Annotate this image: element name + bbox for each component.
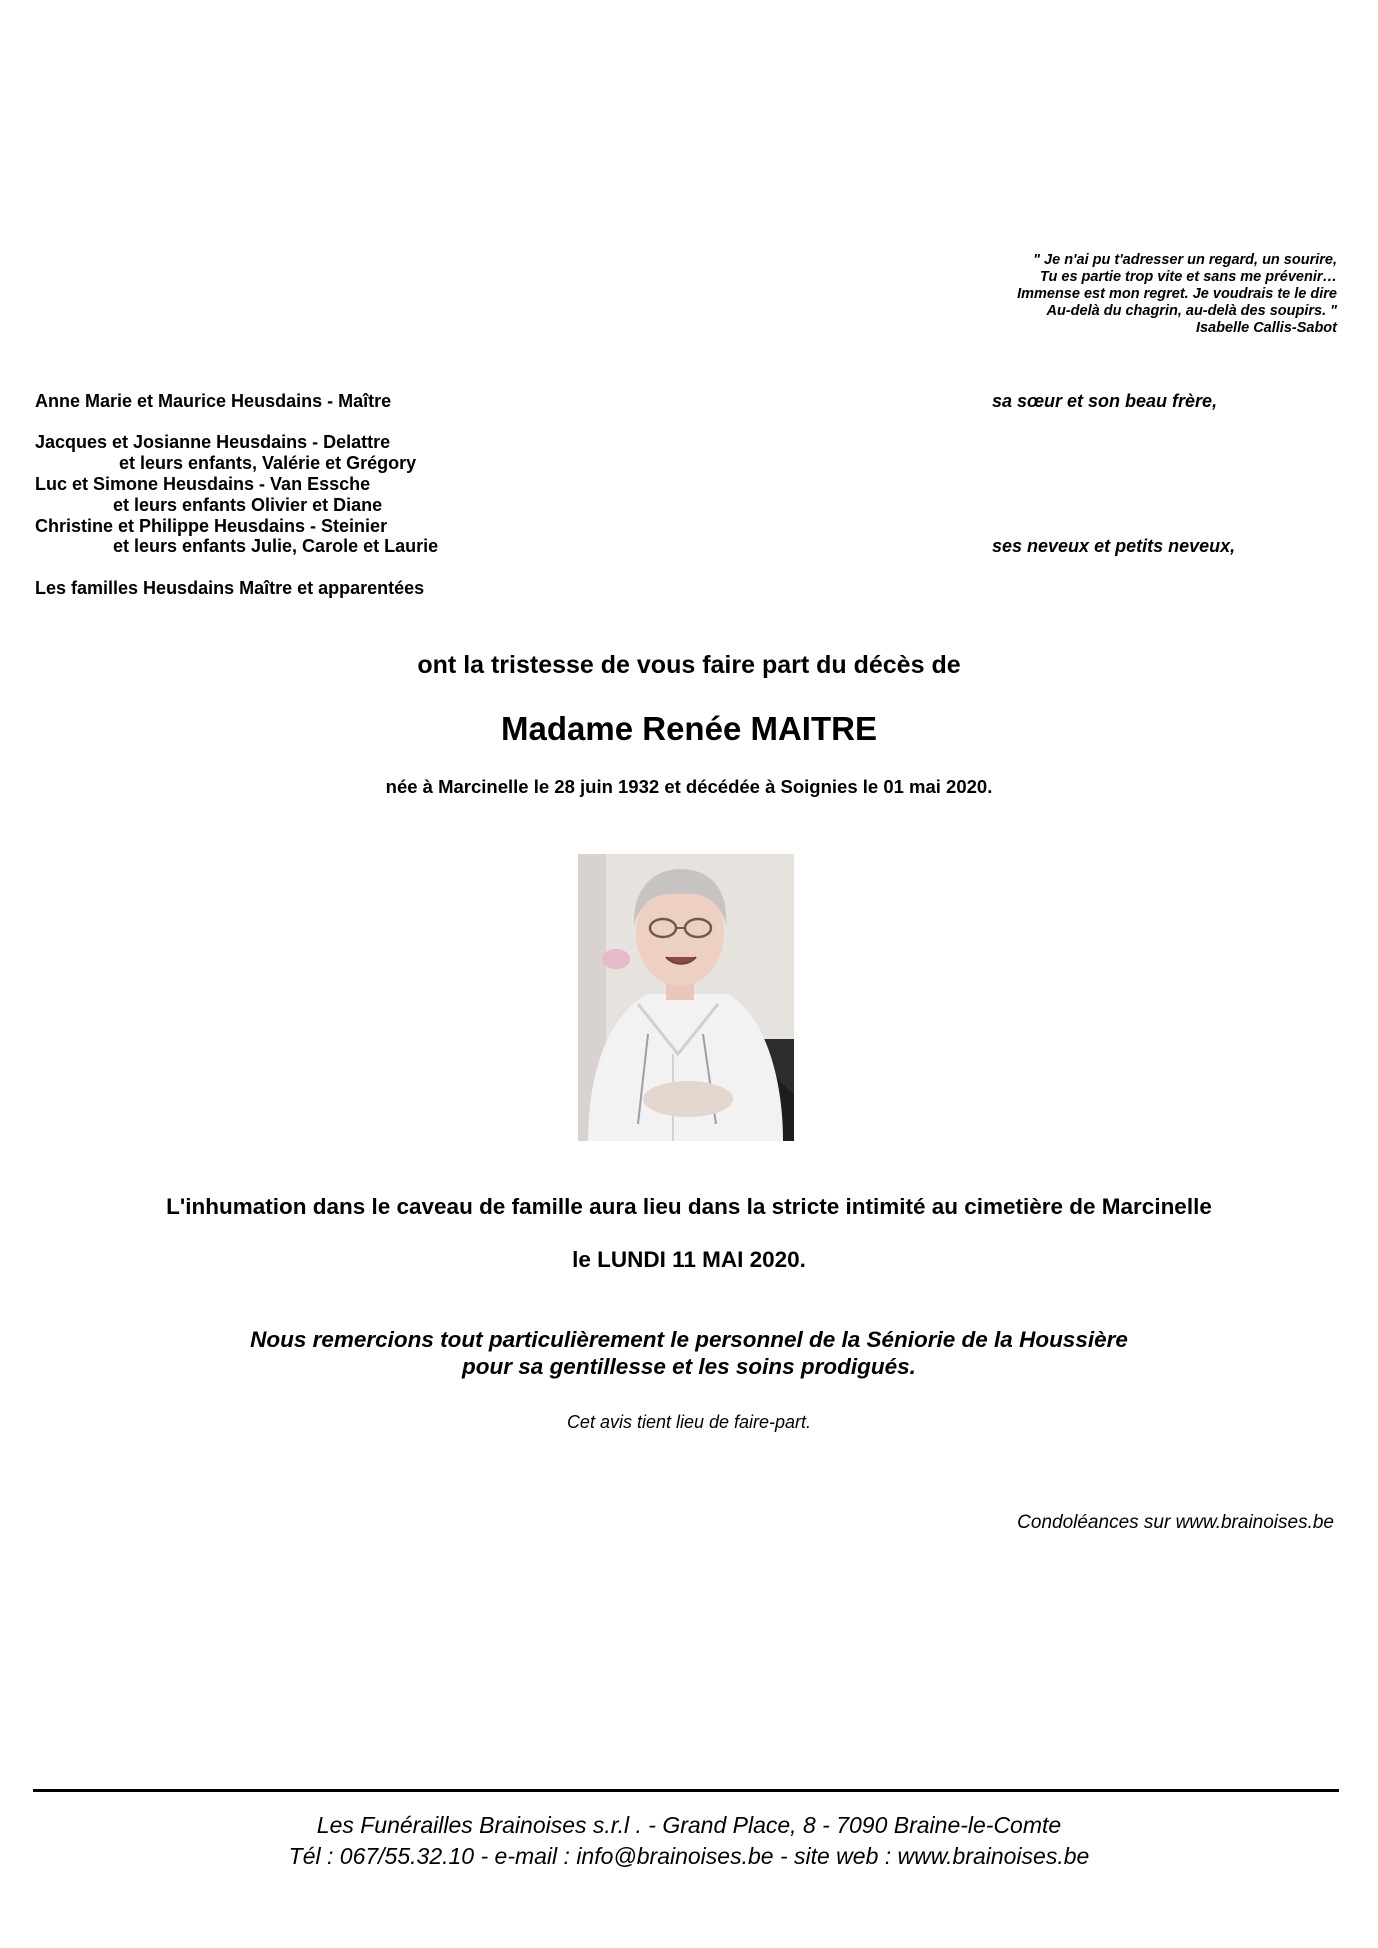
family-line: Luc et Simone Heusdains - Van Essche — [35, 474, 371, 494]
poem-line: Tu es partie trop vite et sans me prévenir… — [1039, 269, 1337, 285]
burial-date: le LUNDI 11 MAI 2020. — [572, 1247, 806, 1272]
thanks-line: pour sa gentillesse et les soins prodigués. — [462, 1354, 916, 1379]
family-line: Les familles Heusdains Maître et apparentées — [35, 578, 425, 598]
deceased-name: Madame Renée MAITRE — [501, 710, 877, 747]
thanks-line: Nous remercions tout particulièrement le personnel de la Séniorie de la Houssière — [250, 1327, 1128, 1352]
notice-text: Cet avis tient lieu de faire-part. — [566, 1412, 812, 1432]
family-line: Jacques et Josianne Heusdains - Delattre — [35, 432, 391, 452]
poem-line: " Je n'ai pu t'adresser un regard, un sourire, — [1033, 252, 1337, 268]
announcement-intro: ont la tristesse de vous faire part du décès de — [417, 651, 961, 679]
family-line: Christine et Philippe Heusdains - Steinier — [35, 516, 388, 536]
family-line: Anne Marie et Maurice Heusdains - Maître — [35, 391, 392, 411]
poem-author: Isabelle Callis-Sabot — [1195, 320, 1337, 336]
condolences-link: Condoléances sur www.brainoises.be — [1017, 1512, 1334, 1533]
footer-address: Les Funérailles Brainoises s.r.l . - Grand Place, 8 - 7090 Braine-le-Comte — [316, 1812, 1062, 1838]
family-line: et leurs enfants Julie, Carole et Laurie — [113, 536, 439, 556]
family-line: et leurs enfants Olivier et Diane — [113, 495, 383, 515]
portrait-photo — [578, 854, 794, 1141]
family-role: ses neveux et petits neveux, — [992, 536, 1236, 556]
family-line: et leurs enfants, Valérie et Grégory — [119, 453, 417, 473]
footer-divider — [33, 1789, 1339, 1792]
burial-info: L'inhumation dans le caveau de famille aura lieu dans la stricte intimité au cimetière de Marcinelle — [166, 1194, 1212, 1219]
poem-line: Au-delà du chagrin, au-delà des soupirs. " — [1046, 303, 1337, 319]
family-role: sa sœur et son beau frère, — [992, 391, 1218, 411]
birth-death-dates: née à Marcinelle le 28 juin 1932 et décédée à Soignies le 01 mai 2020. — [385, 776, 993, 797]
portrait-photo-drawing — [578, 854, 794, 1141]
poem-line: Immense est mon regret. Je voudrais te le dire — [1017, 286, 1337, 302]
footer-contact: Tél : 067/55.32.10 - e-mail : info@brainoises.be - site web : www.brainoises.be — [288, 1843, 1090, 1869]
poem-quote — [1017, 252, 1337, 337]
